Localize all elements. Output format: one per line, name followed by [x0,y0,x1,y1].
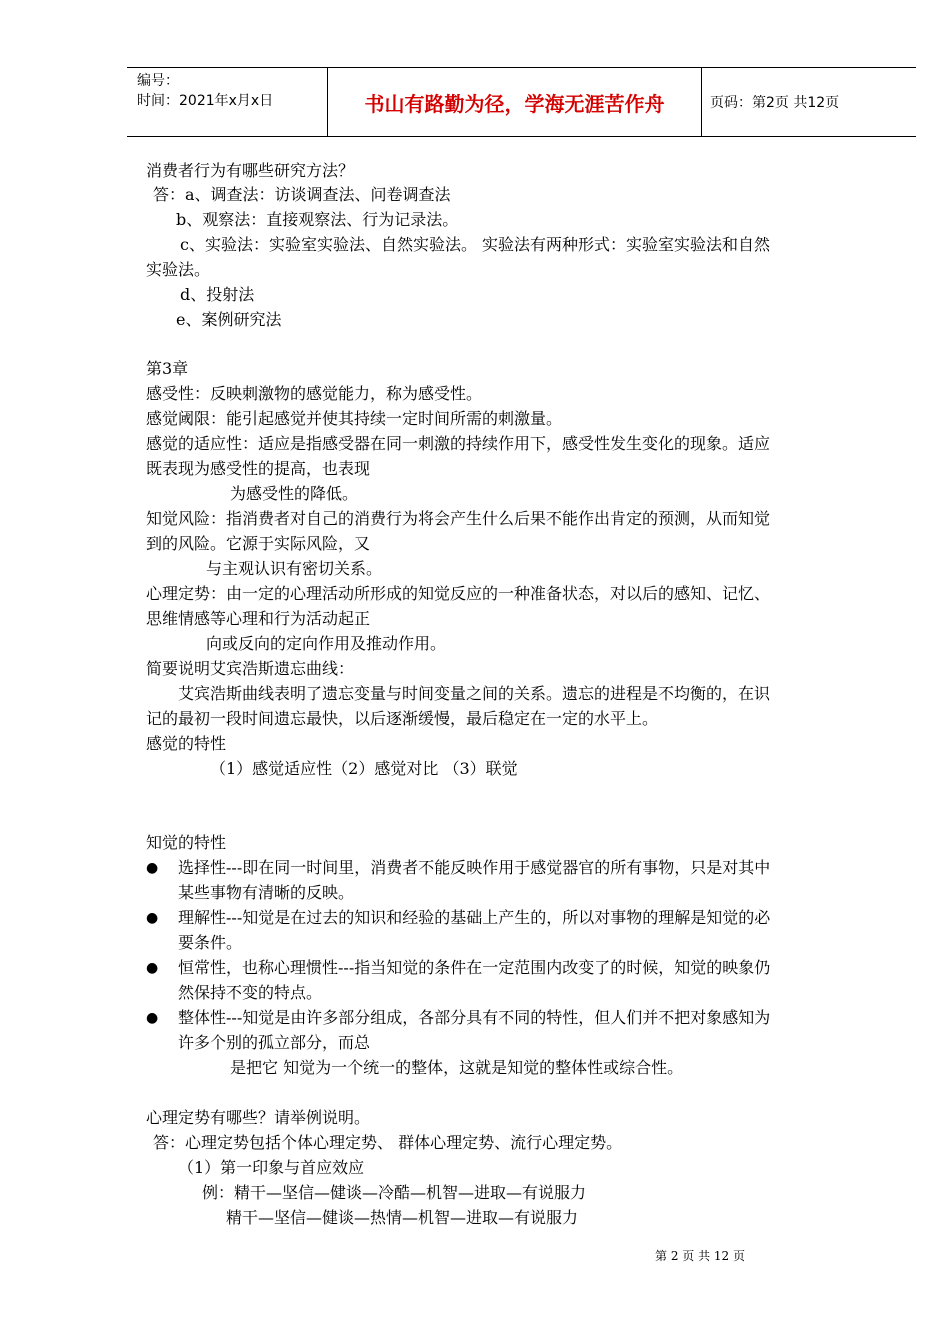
bullet-icon: ● [146,1010,159,1026]
adaptation-line1: 感觉的适应性：适应是指感受器在同一刺激的持续作用下，感受性发生变化的现象。适应 [146,434,771,453]
mindset-def-line3: 向或反向的定向作用及推动作用。 [206,634,447,653]
header-right-cell [702,68,916,136]
mindset-def-line1: 心理定势：由一定的心理活动所形成的知觉反应的一种准备状态，对以后的感知、记忆、 [146,584,771,603]
time-label: 时间：2021年x月x日 [137,93,274,109]
mindset-example-1: 例：精干—坚信—健谈—冷酷—机智—进取—有说服力 [202,1183,587,1202]
mindset-item-1: （1）第一印象与首应效应 [178,1158,365,1177]
answer-c-line1: c、实验法：实验室实验法、自然实验法。 实验法有两种形式：实验室实验法和自然 [180,235,771,254]
ebbinghaus-line1: 艾宾浩斯曲线表明了遗忘变量与时间变量之间的关系。遗忘的进程是不均衡的，在识 [178,684,771,703]
adaptation-line3: 为感受性的降低。 [230,484,359,503]
page-info: 页码：第2页 共12页 [710,95,840,111]
perception-item-3-line2: 然保持不变的特点。 [178,983,323,1002]
perception-item-3-line1: 恒常性，也称心理惯性---指当知觉的条件在一定范围内改变了的时候，知觉的映象仍 [178,958,771,977]
perception-item-1-line2: 某些事物有清晰的反映。 [178,883,355,902]
ebbinghaus-line2: 记的最初一段时间遗忘最快，以后逐渐缓慢，最后稳定在一定的水平上。 [146,709,659,728]
answer-e: e、案例研究法 [176,310,282,329]
sensation-features-title: 感觉的特性 [146,734,227,753]
answer-b: b、观察法：直接观察法、行为记录法。 [176,210,459,229]
mindset-answer: 答：心理定势包括个体心理定势、 群体心理定势、流行心理定势。 [153,1133,623,1152]
answer-d: d、投射法 [180,285,255,304]
threshold-definition: 感觉阈限：能引起感觉并使其持续一定时间所需的刺激量。 [146,409,563,428]
bullet-icon: ● [146,910,159,926]
answer-a: 答：a、调查法：访谈调查法、问卷调查法 [153,185,451,204]
risk-line2: 到的风险。它源于实际风险，又 [146,534,371,553]
sensitivity-definition: 感受性：反映刺激物的感觉能力，称为感受性。 [146,384,483,403]
mindset-def-line2: 思维情感等心理和行为活动起正 [146,609,371,628]
header-center-cell [327,68,702,136]
research-methods-question: 消费者行为有哪些研究方法？ [146,161,355,180]
bullet-icon: ● [146,960,159,976]
sensation-features-items: （1）感觉适应性（2）感觉对比 （3）联觉 [210,759,518,778]
perception-item-4-line2: 许多个别的孤立部分，而总 [178,1033,371,1052]
perception-item-2-line2: 要条件。 [178,933,243,952]
mindset-question: 心理定势有哪些？请举例说明。 [146,1108,371,1127]
ebbinghaus-question: 简要说明艾宾浩斯遗忘曲线： [146,659,355,678]
number-label: 编号： [137,73,179,89]
risk-line1: 知觉风险：指消费者对自己的消费行为将会产生什么后果不能作出肯定的预测，从而知觉 [146,509,771,528]
risk-line3: 与主观认识有密切关系。 [206,559,383,578]
document-header [127,67,916,137]
perception-item-4-line1: 整体性---知觉是由许多部分组成，各部分具有不同的特性，但人们并不把对象感知为 [178,1008,771,1027]
mindset-example-2: 精干—坚信—健谈—热情—机智—进取—有说服力 [226,1208,579,1227]
chapter-title: 第3章 [146,359,189,378]
perception-item-2-line1: 理解性---知觉是在过去的知识和经验的基础上产生的，所以对事物的理解是知觉的必 [178,908,771,927]
page-footer: 第 2 页 共 12 页 [655,1249,745,1263]
header-motto: 书山有路勤为径，学海无涯苦作舟 [364,92,665,116]
bullet-icon: ● [146,860,159,876]
perception-item-4-line3: 是把它 知觉为一个统一的整体，这就是知觉的整体性或综合性。 [230,1058,684,1077]
adaptation-line2: 既表现为感受性的提高，也表现 [146,459,371,478]
perception-item-1-line1: 选择性---即在同一时间里，消费者不能反映作用于感觉器官的所有事物，只是对其中 [178,858,771,877]
perception-features-title: 知觉的特性 [146,833,227,852]
answer-c-line2: 实验法。 [146,260,211,279]
header-left-cell [127,68,327,136]
